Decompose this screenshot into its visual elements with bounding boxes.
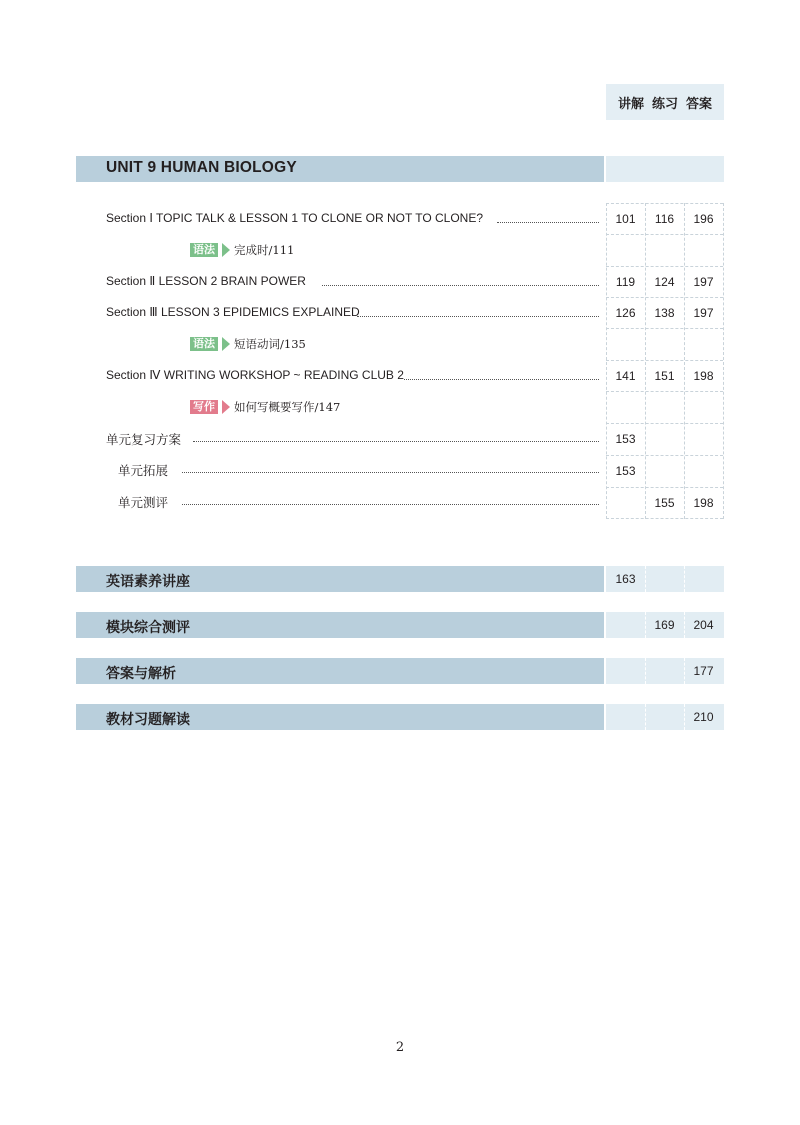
unit-header-bar-right	[606, 156, 724, 182]
page-ref-practice: 169	[654, 618, 675, 632]
toc-entry-unit-test[interactable]: 单元测评	[118, 496, 169, 510]
grid-line	[723, 203, 724, 519]
leader-dots	[357, 316, 599, 317]
grammar-tag: 语法	[190, 337, 218, 351]
page-ref-practice: 116	[654, 212, 675, 226]
page-ref-answer: 210	[693, 710, 714, 724]
column-header-lianxi: 练习	[651, 96, 678, 112]
page-ref-answer: 197	[693, 306, 714, 320]
column-divider	[645, 658, 646, 684]
page-ref-explain: 153	[615, 432, 636, 446]
grid-line	[606, 391, 723, 392]
subentry-text: 完成时/111	[234, 243, 295, 257]
page-ref-answer: 196	[693, 212, 714, 226]
arrow-icon	[222, 243, 230, 257]
column-header-daan: 答案	[686, 96, 713, 112]
page-ref-practice: 151	[654, 369, 675, 383]
arrow-icon	[222, 337, 230, 351]
leader-dots	[322, 285, 599, 286]
page-ref-practice: 155	[654, 496, 675, 510]
section-title-textbook-exercises[interactable]: 教材习题解读	[106, 712, 190, 728]
toc-entry-unit-extension[interactable]: 单元拓展	[118, 464, 169, 478]
writing-tag: 写作	[190, 400, 218, 414]
grammar-tag: 语法	[190, 243, 218, 257]
leader-dots	[193, 441, 599, 442]
section-title-literacy-lecture[interactable]: 英语素养讲座	[106, 574, 190, 590]
page-ref-practice: 138	[654, 306, 675, 320]
page-ref-answer: 198	[693, 369, 714, 383]
column-header-jiangjie: 讲解	[617, 96, 644, 112]
arrow-icon	[222, 400, 230, 414]
subentry-text: 如何写概要写作/147	[234, 400, 341, 414]
page-ref-explain: 126	[615, 306, 636, 320]
page-ref-explain: 101	[615, 212, 636, 226]
page-ref-explain: 153	[615, 464, 636, 478]
page-ref-answer: 204	[693, 618, 714, 632]
toc-entry-section-1[interactable]: Section Ⅰ TOPIC TALK & LESSON 1 TO CLONE OR NOT TO CLONE?	[106, 211, 484, 225]
column-divider	[645, 566, 646, 592]
column-divider	[684, 566, 685, 592]
page-ref-practice: 124	[654, 275, 675, 289]
subentry-text: 短语动词/135	[234, 337, 306, 351]
grid-line	[606, 328, 723, 329]
page-ref-explain: 163	[615, 572, 636, 586]
leader-dots	[404, 379, 599, 380]
page-ref-explain: 119	[615, 275, 636, 289]
unit-title: UNIT 9 HUMAN BIOLOGY	[106, 159, 297, 176]
toc-entry-section-2[interactable]: Section Ⅱ LESSON 2 BRAIN POWER	[106, 274, 306, 288]
toc-entry-section-4[interactable]: Section Ⅳ WRITING WORKSHOP ~ READING CLUB 2	[106, 368, 404, 382]
page-ref-answer: 197	[693, 275, 714, 289]
grid-line	[606, 518, 723, 519]
section-title-answers[interactable]: 答案与解析	[106, 666, 176, 682]
page-number: 2	[395, 1040, 405, 1055]
page-ref-answer: 177	[693, 664, 714, 678]
column-divider	[645, 704, 646, 730]
section-title-module-test[interactable]: 模块综合测评	[106, 620, 190, 636]
page-ref-answer: 198	[693, 496, 714, 510]
toc-entry-unit-review[interactable]: 单元复习方案	[106, 433, 182, 447]
grid-line	[606, 234, 723, 235]
toc-subentry-writing[interactable]	[190, 399, 340, 415]
toc-entry-section-3[interactable]: Section Ⅲ LESSON 3 EPIDEMICS EXPLAINED	[106, 305, 360, 319]
page-ref-explain: 141	[615, 369, 636, 383]
toc-subentry-grammar[interactable]	[190, 336, 306, 352]
leader-dots	[182, 504, 599, 505]
leader-dots	[497, 222, 599, 223]
column-header	[606, 84, 724, 120]
toc-subentry-grammar[interactable]	[190, 242, 294, 258]
leader-dots	[182, 472, 599, 473]
